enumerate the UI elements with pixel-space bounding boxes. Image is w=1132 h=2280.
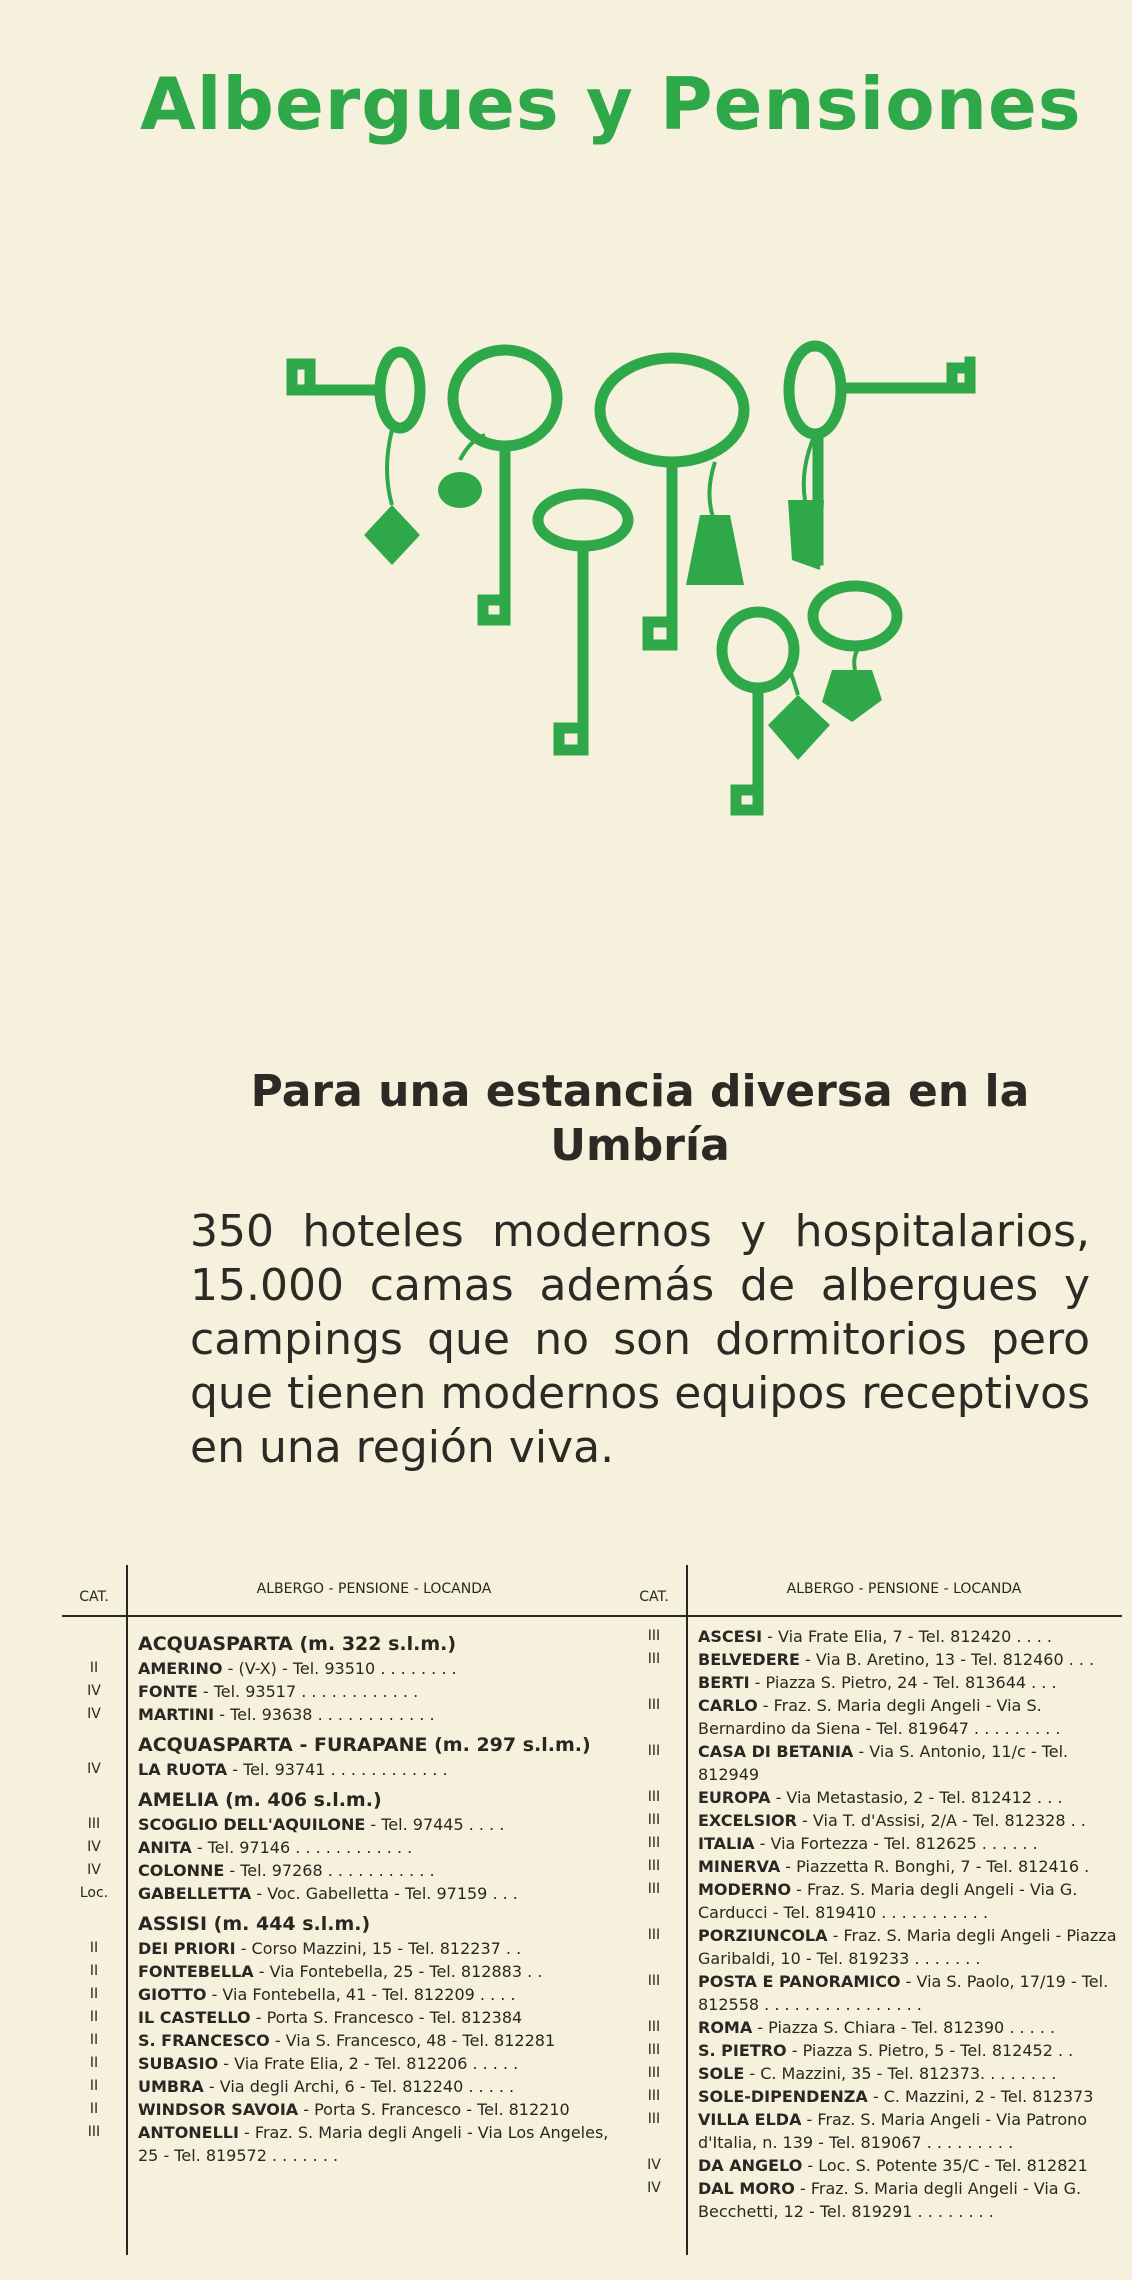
- category-cell: III: [647, 2019, 661, 2035]
- hotel-entry: [126, 1983, 622, 2006]
- hotel-entry: [686, 1878, 1122, 1924]
- table-row: [622, 1740, 1122, 1786]
- hotel-entry: [686, 2062, 1122, 2085]
- hotel-name: EXCELSIOR: [698, 1811, 797, 1830]
- hotel-name: S. FRANCESCO: [138, 2031, 270, 2050]
- category-cell: IV: [87, 1761, 101, 1777]
- category-cell: III: [647, 2065, 661, 2081]
- category-cell: III: [647, 2042, 661, 2058]
- table-row: [622, 1809, 1122, 1832]
- category-cell: II: [89, 1940, 99, 1956]
- hotel-name: ANITA: [138, 1838, 192, 1857]
- hotel-entry: [126, 1758, 622, 1781]
- hotel-entry: [126, 2052, 622, 2075]
- hotel-entry: [126, 1657, 622, 1680]
- table-row: [622, 1832, 1122, 1855]
- table-row: [62, 2075, 622, 2098]
- hotel-details: - Via Fontebella, 25 - Tel. 812883 . .: [253, 1962, 543, 1981]
- hotel-details: - Tel. 93638 . . . . . . . . . . . .: [214, 1705, 435, 1724]
- town-heading: ACQUASPARTA - FURAPANE (m. 297 s.l.m.): [138, 1734, 591, 1756]
- hotel-name: SUBASIO: [138, 2054, 219, 2073]
- category-cell: III: [647, 1927, 661, 1943]
- hotel-details: - Fraz. S. Maria degli Angeli - Via G. Becchetti, 12 - Tel. 819291 . . . . . . . .: [698, 2179, 1087, 2221]
- category-cell: IV: [87, 1706, 101, 1722]
- table-row: [62, 1758, 622, 1781]
- hotel-name: SCOGLIO DELL'AQUILONE: [138, 1815, 366, 1834]
- table-row: [622, 2154, 1122, 2177]
- table-row: [622, 1924, 1122, 1970]
- hotel-details: - Tel. 97268 . . . . . . . . . . .: [224, 1861, 435, 1880]
- hotel-details: - Fraz. S. Maria degli Angeli - Via S. Bernardino da Siena - Tel. 819647 . . . . . . . . .: [698, 1696, 1061, 1738]
- hotel-name: ASCESI: [698, 1627, 763, 1646]
- hotel-details: - Via Fontebella, 41 - Tel. 812209 . . . .: [206, 1985, 516, 2004]
- hotel-name: PORZIUNCOLA: [698, 1926, 828, 1945]
- hotel-entry: [126, 2029, 622, 2052]
- category-cell: III: [647, 1628, 661, 1644]
- hotel-entry: [126, 1680, 622, 1703]
- hotel-entry: [686, 1671, 1122, 1694]
- table-row: [622, 2016, 1122, 2039]
- hotel-details: - Via Fortezza - Tel. 812625 . . . . . .: [754, 1834, 1038, 1853]
- hotel-name: ITALIA: [698, 1834, 755, 1853]
- hotel-name: FONTEBELLA: [138, 1962, 254, 1981]
- category-cell: III: [647, 1789, 661, 1805]
- table-row: [62, 2098, 622, 2121]
- hotel-name: MINERVA: [698, 1857, 781, 1876]
- hotel-entry: [686, 1970, 1122, 2016]
- category-cell: III: [647, 1858, 661, 1874]
- hotel-entry: [126, 2075, 622, 2098]
- table-row: [62, 1813, 622, 1836]
- hotel-name: SOLE: [698, 2064, 745, 2083]
- hotel-entry: [686, 2016, 1122, 2039]
- hotel-details: - (V-X) - Tel. 93510 . . . . . . . .: [222, 1659, 457, 1678]
- hotel-name: WINDSOR SAVOIA: [138, 2100, 299, 2119]
- hotel-entry: [126, 2098, 622, 2121]
- hotel-entry: [126, 1813, 622, 1836]
- hotel-name: LA RUOTA: [138, 1760, 228, 1779]
- hotel-name: GIOTTO: [138, 1985, 207, 2004]
- table-header: [62, 1565, 622, 1617]
- category-cell: III: [647, 1743, 661, 1759]
- hotel-name: BELVEDERE: [698, 1650, 800, 1669]
- hotel-details: - Porta S. Francesco - Tel. 812210: [298, 2100, 570, 2119]
- hotel-details: - Tel. 93741 . . . . . . . . . . . .: [227, 1760, 448, 1779]
- hotel-details: - Piazzetta R. Bonghi, 7 - Tel. 812416 .: [780, 1857, 1090, 1876]
- hotel-details: - Via B. Aretino, 13 - Tel. 812460 . . .: [799, 1650, 1095, 1669]
- table-row: [62, 1882, 622, 1905]
- category-cell: II: [89, 1660, 99, 1676]
- hotel-name: ROMA: [698, 2018, 753, 2037]
- table-row: [622, 1625, 1122, 1648]
- hotel-entry: [686, 2085, 1122, 2108]
- hotel-entry: [686, 2039, 1122, 2062]
- category-header: CAT.: [639, 1589, 669, 1605]
- table-row: [622, 1648, 1122, 1671]
- town-heading: AMELIA (m. 406 s.l.m.): [138, 1789, 382, 1811]
- table-row: [62, 1703, 622, 1726]
- hotel-entry: [686, 1786, 1122, 1809]
- table-row: [622, 1970, 1122, 2016]
- keys-with-tags-illustration: [270, 330, 1030, 850]
- table-row: [62, 1960, 622, 1983]
- table-row: [622, 1878, 1122, 1924]
- table-row: [622, 1786, 1122, 1809]
- hotel-name: DEI PRIORI: [138, 1939, 236, 1958]
- category-cell: III: [647, 1812, 661, 1828]
- hotel-entry: [686, 1648, 1122, 1671]
- category-cell: II: [89, 1963, 99, 1979]
- hotel-details: - Via S. Antonio, 11/c - Tel. 812949: [698, 1742, 1074, 1784]
- table-row: [622, 2177, 1122, 2223]
- category-cell: IV: [87, 1683, 101, 1699]
- hotel-details: - Via Frate Elia, 2 - Tel. 812206 . . . . .: [218, 2054, 519, 2073]
- hotel-entry: [686, 1855, 1122, 1878]
- name-header: ALBERGO - PENSIONE - LOCANDA: [786, 1581, 1022, 1597]
- table-row: [622, 2062, 1122, 2085]
- hotel-details: - Tel. 97146 . . . . . . . . . . . .: [191, 1838, 413, 1857]
- category-cell: III: [647, 2111, 661, 2127]
- hotel-details: - Via S. Paolo, 17/19 - Tel. 812558 . . . . . . . . . . . . . . . .: [698, 1972, 1114, 2014]
- hotel-details: - Via S. Francesco, 48 - Tel. 812281: [269, 2031, 556, 2050]
- category-cell: II: [89, 2055, 99, 2071]
- page-title: Albergues y Pensiones: [140, 62, 1082, 146]
- hotel-entry: [126, 1859, 622, 1882]
- category-cell: [622, 1671, 686, 1694]
- hotel-entry: [686, 1625, 1122, 1648]
- category-cell: IV: [87, 1862, 101, 1878]
- category-cell: IV: [647, 2180, 661, 2196]
- category-cell: II: [89, 2009, 99, 2025]
- table-row: [62, 1680, 622, 1703]
- hotel-name: SOLE-DIPENDENZA: [698, 2087, 868, 2106]
- table-row: [62, 1657, 622, 1680]
- hotel-name: UMBRA: [138, 2077, 204, 2096]
- hotel-entry: [126, 2006, 622, 2029]
- hotel-details: - Tel. 93517 . . . . . . . . . . . .: [197, 1682, 419, 1701]
- category-cell: III: [647, 1973, 661, 1989]
- hotel-details: - Via Frate Elia, 7 - Tel. 812420 . . . .: [762, 1627, 1052, 1646]
- hotel-name: IL CASTELLO: [138, 2008, 251, 2027]
- hotel-entry: [126, 1703, 622, 1726]
- hotel-name: EUROPA: [698, 1788, 771, 1807]
- hotel-name: S. PIETRO: [698, 2041, 787, 2060]
- table-row: [62, 2006, 622, 2029]
- table-row: [62, 2121, 622, 2167]
- table-row: [62, 1937, 622, 1960]
- hotel-details: - Tel. 97445 . . . .: [365, 1815, 505, 1834]
- hotel-entry: [126, 1836, 622, 1859]
- category-cell: III: [647, 2088, 661, 2104]
- category-cell: II: [89, 2032, 99, 2048]
- category-cell: III: [647, 1835, 661, 1851]
- hotel-entry: [686, 2108, 1122, 2154]
- hotel-details: - Via Metastasio, 2 - Tel. 812412 . . .: [770, 1788, 1063, 1807]
- hotel-entry: [686, 1694, 1122, 1740]
- hotel-entry: [686, 1740, 1122, 1786]
- hotel-details: - Via degli Archi, 6 - Tel. 812240 . . . . .: [203, 2077, 515, 2096]
- category-cell: III: [87, 2124, 101, 2140]
- town-heading: ASSISI (m. 444 s.l.m.): [138, 1913, 371, 1935]
- table-row: [62, 1983, 622, 2006]
- hotel-name: VILLA ELDA: [698, 2110, 802, 2129]
- category-cell: III: [647, 1697, 661, 1713]
- category-cell: II: [89, 1986, 99, 2002]
- category-cell: Loc.: [79, 1885, 109, 1901]
- hotel-details: - Fraz. S. Maria degli Angeli - Piazza Garibaldi, 10 - Tel. 819233 . . . . . . .: [698, 1926, 1122, 1968]
- hotel-details: - Piazza S. Pietro, 5 - Tel. 812452 . .: [786, 2041, 1074, 2060]
- category-cell: II: [89, 2078, 99, 2094]
- hotel-name: BERTI: [698, 1673, 750, 1692]
- hotel-name: POSTA E PANORAMICO: [698, 1972, 901, 1991]
- table-row: [622, 1855, 1122, 1878]
- hotel-details: - Piazza S. Pietro, 24 - Tel. 813644 . . .: [749, 1673, 1057, 1692]
- hotel-details: - Fraz. S. Maria degli Angeli - Via Los Angeles, 25 - Tel. 819572 . . . . . . .: [138, 2123, 614, 2165]
- table-row: [62, 2029, 622, 2052]
- table-row: [622, 2108, 1122, 2154]
- hotel-name: COLONNE: [138, 1861, 225, 1880]
- table-row: [62, 1859, 622, 1882]
- table-rows: [62, 1625, 622, 2167]
- category-cell: II: [89, 2101, 99, 2117]
- hotel-details: - Voc. Gabelletta - Tel. 97159 . . .: [251, 1884, 518, 1903]
- hotel-entry: [686, 1809, 1122, 1832]
- hotel-name: GABELLETTA: [138, 1884, 252, 1903]
- table-row: [622, 2085, 1122, 2108]
- section-heading: Para una estancia diversa en la Umbría: [250, 1066, 1030, 1171]
- hotel-name: CARLO: [698, 1696, 758, 1715]
- category-cell: III: [647, 1651, 661, 1667]
- hotel-name: ANTONELLI: [138, 2123, 239, 2142]
- hotel-entry: [126, 2121, 622, 2167]
- hotel-details: - Corso Mazzini, 15 - Tel. 812237 . .: [235, 1939, 522, 1958]
- table-rows: [622, 1625, 1122, 2223]
- table-row: [62, 2052, 622, 2075]
- hotel-details: - C. Mazzini, 2 - Tel. 812373: [867, 2087, 1094, 2106]
- table-header: [622, 1565, 1122, 1617]
- hotel-entry: [686, 1924, 1122, 1970]
- table-row: [622, 1694, 1122, 1740]
- name-header: ALBERGO - PENSIONE - LOCANDA: [256, 1581, 492, 1597]
- table-row: [622, 2039, 1122, 2062]
- lead-paragraph: 350 hoteles modernos y hospitalarios, 15.000 camas además de albergues y campings que no son dormitorios pero que tienen modernos equipos receptivos en una región viva.: [190, 1206, 1090, 1473]
- hotel-name: AMERINO: [138, 1659, 223, 1678]
- category-cell: III: [647, 1881, 661, 1897]
- hotel-details: - C. Mazzini, 35 - Tel. 812373. . . . . . . .: [744, 2064, 1057, 2083]
- hotel-entry: [686, 2154, 1122, 2177]
- hotel-table-right: [622, 1565, 1122, 2255]
- hotel-entry: [126, 1882, 622, 1905]
- hotel-details: - Piazza S. Chiara - Tel. 812390 . . . . .: [752, 2018, 1056, 2037]
- hotel-entry: [126, 1960, 622, 1983]
- hotel-details: - Via T. d'Assisi, 2/A - Tel. 812328 . .: [796, 1811, 1086, 1830]
- hotel-details: - Fraz. S. Maria degli Angeli - Via G. Carducci - Tel. 819410 . . . . . . . . . . .: [698, 1880, 1083, 1922]
- category-cell: IV: [87, 1839, 101, 1855]
- hotel-name: DA ANGELO: [698, 2156, 803, 2175]
- hotel-entry: [126, 1937, 622, 1960]
- hotel-name: MARTINI: [138, 1705, 215, 1724]
- hotel-name: CASA DI BETANIA: [698, 1742, 854, 1761]
- table-row: [62, 1836, 622, 1859]
- hotel-details: - Loc. S. Potente 35/C - Tel. 812821: [802, 2156, 1088, 2175]
- hotel-table-left: [62, 1565, 622, 2255]
- table-row: [622, 1671, 1122, 1694]
- category-header: CAT.: [79, 1589, 109, 1605]
- town-heading: ACQUASPARTA (m. 322 s.l.m.): [138, 1633, 457, 1655]
- hotel-details: - Fraz. S. Maria Angeli - Via Patrono d'Italia, n. 139 - Tel. 819067 . . . . . . . . .: [698, 2110, 1093, 2152]
- hotel-entry: [686, 2177, 1122, 2223]
- hotel-name: FONTE: [138, 1682, 198, 1701]
- category-cell: IV: [647, 2157, 661, 2173]
- hotel-details: - Porta S. Francesco - Tel. 812384: [250, 2008, 523, 2027]
- hotel-name: MODERNO: [698, 1880, 792, 1899]
- hotel-entry: [686, 1832, 1122, 1855]
- hotel-name: DAL MORO: [698, 2179, 795, 2198]
- category-cell: III: [87, 1816, 101, 1832]
